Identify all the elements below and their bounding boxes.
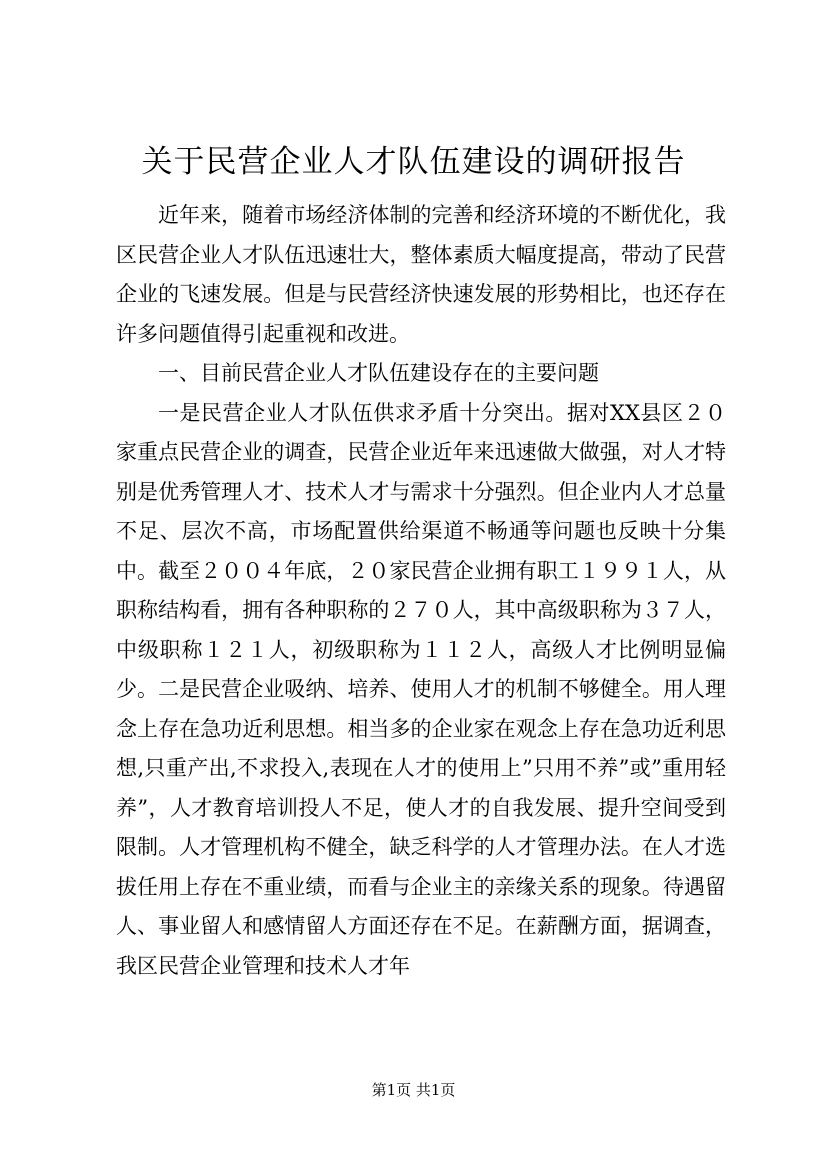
page-footer: 第1页 共1页 — [371, 1081, 456, 1099]
document-body — [116, 196, 726, 986]
section-heading: 一、目前民营企业人才队伍建设存在的主要问题 — [158, 361, 599, 385]
paragraph-problems: 一是民营企业人才队伍供求矛盾十分突出。据对XX县区２０家重点民营企业的调查，民营企业近年来迅速做大做强，对人才特别是优秀管理人才、技术人才与需求十分强烈。但企业内人才总量不足、层次不高，市场配置供给渠道不畅通等问题也反映十分集中。截至２００４年底，２０家民营企业拥有职工１９９１人，从职称结构看，拥有各种职称的２７０人，其中高级职称为３７人，中级职称１２１人，初级职称为１１２人，高级人才比例明显偏少。二是民营企业吸纳、培养、使用人才的机制不够健全。用人理念上存在急功近利思想。相当多的企业家在观念上存在急功近利思想,只重产出,不求投入,表现在人才的使用上”只用不养”或”重用轻养”，人才教育培训投人不足，使人才的自我发展、提升空间受到限制。人才管理机构不健全，缺乏科学的人才管理办法。在人才选拔任用上存在不重业绩，而看与企业主的亲缘关系的现象。待遇留人、事业留人和感情留人方面还存在不足。在薪酬方面，据调查，我区民营企业管理和技术人才年 — [116, 400, 726, 978]
document-title: 关于民营企业人才队伍建设的调研报告 — [141, 144, 686, 180]
paragraph-intro: 近年来，随着市场经济体制的完善和经济环境的不断优化，我区民营企业人才队伍迅速壮大，整体素质大幅度提高，带动了民营企业的飞速发展。但是与民营经济快速发展的形势相比，也还存在许多问题值得引起重视和改进。 — [116, 203, 726, 346]
